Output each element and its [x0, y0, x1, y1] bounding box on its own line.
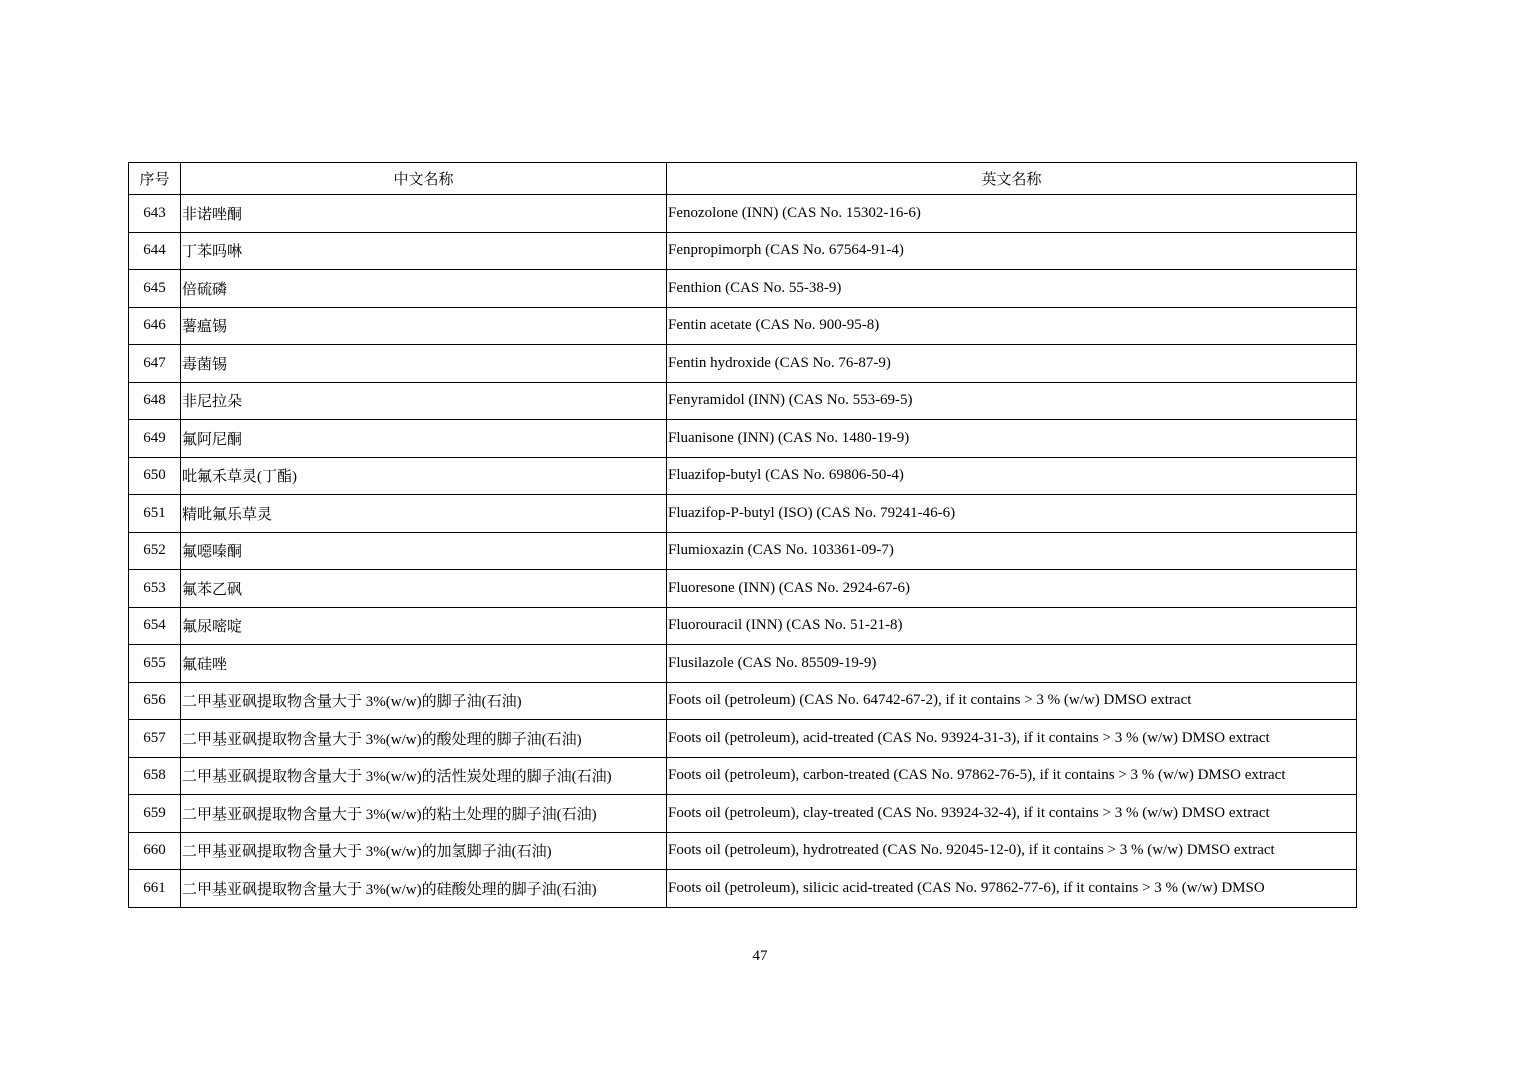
- table-row: [129, 645, 1357, 683]
- row-serial-number: 646: [129, 307, 181, 345]
- row-serial-number: 650: [129, 457, 181, 495]
- row-serial-number: 660: [129, 832, 181, 870]
- row-chinese-name: 氟噁嗪酮: [181, 532, 667, 570]
- row-english-name: Fluorouracil (INN) (CAS No. 51-21-8): [667, 607, 1357, 645]
- row-english-name: Foots oil (petroleum), hydrotreated (CAS No. 92045-12-0), if it contains > 3 % (w/w) DMSO extract: [667, 832, 1357, 870]
- table-row: [129, 345, 1357, 383]
- table-row: [129, 307, 1357, 345]
- row-chinese-name: 二甲基亚砜提取物含量大于 3%(w/w)的酸处理的脚子油(石油): [181, 720, 667, 758]
- row-english-name: Fluanisone (INN) (CAS No. 1480-19-9): [667, 420, 1357, 458]
- row-english-name: Foots oil (petroleum) (CAS No. 64742-67-2), if it contains > 3 % (w/w) DMSO extract: [667, 682, 1357, 720]
- row-english-name: Fluazifop-P-butyl (ISO) (CAS No. 79241-46-6): [667, 495, 1357, 533]
- row-chinese-name: 精吡氟乐草灵: [181, 495, 667, 533]
- row-serial-number: 655: [129, 645, 181, 683]
- row-serial-number: 659: [129, 795, 181, 833]
- row-english-name: Fenthion (CAS No. 55-38-9): [667, 270, 1357, 308]
- row-chinese-name: 非尼拉朵: [181, 382, 667, 420]
- header-chinese-name: 中文名称: [181, 163, 667, 195]
- row-serial-number: 657: [129, 720, 181, 758]
- row-chinese-name: 二甲基亚砜提取物含量大于 3%(w/w)的粘土处理的脚子油(石油): [181, 795, 667, 833]
- row-chinese-name: 二甲基亚砜提取物含量大于 3%(w/w)的脚子油(石油): [181, 682, 667, 720]
- header-serial-number: 序号: [129, 163, 181, 195]
- row-chinese-name: 毒菌锡: [181, 345, 667, 383]
- row-english-name: Flumioxazin (CAS No. 103361-09-7): [667, 532, 1357, 570]
- row-serial-number: 649: [129, 420, 181, 458]
- row-serial-number: 652: [129, 532, 181, 570]
- row-chinese-name: 氟尿嘧啶: [181, 607, 667, 645]
- row-chinese-name: 二甲基亚砜提取物含量大于 3%(w/w)的活性炭处理的脚子油(石油): [181, 757, 667, 795]
- row-english-name: Fentin hydroxide (CAS No. 76-87-9): [667, 345, 1357, 383]
- substance-table: [128, 162, 1357, 908]
- table-row: [129, 720, 1357, 758]
- row-english-name: Fluoresone (INN) (CAS No. 2924-67-6): [667, 570, 1357, 608]
- table-row: [129, 532, 1357, 570]
- page-number: 47: [752, 948, 768, 964]
- row-chinese-name: 薯瘟锡: [181, 307, 667, 345]
- row-english-name: Fenozolone (INN) (CAS No. 15302-16-6): [667, 195, 1357, 233]
- table-row: [129, 870, 1357, 908]
- table-row: [129, 270, 1357, 308]
- row-english-name: Fenyramidol (INN) (CAS No. 553-69-5): [667, 382, 1357, 420]
- row-english-name: Foots oil (petroleum), silicic acid-treated (CAS No. 97862-77-6), if it contains > 3 % (w/w) DMSO: [667, 870, 1357, 908]
- row-chinese-name: 二甲基亚砜提取物含量大于 3%(w/w)的加氢脚子油(石油): [181, 832, 667, 870]
- table-body: [129, 195, 1357, 908]
- row-chinese-name: 倍硫磷: [181, 270, 667, 308]
- row-serial-number: 643: [129, 195, 181, 233]
- table-row: [129, 570, 1357, 608]
- row-chinese-name: 非诺唑酮: [181, 195, 667, 233]
- substance-table-container: [128, 162, 1357, 908]
- table-row: [129, 832, 1357, 870]
- row-serial-number: 656: [129, 682, 181, 720]
- row-serial-number: 658: [129, 757, 181, 795]
- row-english-name: Flusilazole (CAS No. 85509-19-9): [667, 645, 1357, 683]
- table-row: [129, 232, 1357, 270]
- row-chinese-name: 丁苯吗啉: [181, 232, 667, 270]
- row-serial-number: 645: [129, 270, 181, 308]
- row-serial-number: 648: [129, 382, 181, 420]
- row-serial-number: 661: [129, 870, 181, 908]
- table-row: [129, 195, 1357, 233]
- table-row: [129, 607, 1357, 645]
- row-english-name: Foots oil (petroleum), clay-treated (CAS No. 93924-32-4), if it contains > 3 % (w/w) DMSO extract: [667, 795, 1357, 833]
- row-chinese-name: 氟硅唑: [181, 645, 667, 683]
- table-row: [129, 420, 1357, 458]
- row-serial-number: 644: [129, 232, 181, 270]
- table-row: [129, 495, 1357, 533]
- table-row: [129, 795, 1357, 833]
- row-chinese-name: 氟阿尼酮: [181, 420, 667, 458]
- table-row: [129, 757, 1357, 795]
- row-chinese-name: 吡氟禾草灵(丁酯): [181, 457, 667, 495]
- row-chinese-name: 氟苯乙砜: [181, 570, 667, 608]
- row-serial-number: 653: [129, 570, 181, 608]
- row-chinese-name: 二甲基亚砜提取物含量大于 3%(w/w)的硅酸处理的脚子油(石油): [181, 870, 667, 908]
- row-serial-number: 654: [129, 607, 181, 645]
- table-header-row: [129, 163, 1357, 195]
- row-serial-number: 647: [129, 345, 181, 383]
- table-row: [129, 457, 1357, 495]
- row-serial-number: 651: [129, 495, 181, 533]
- row-english-name: Fenpropimorph (CAS No. 67564-91-4): [667, 232, 1357, 270]
- row-english-name: Foots oil (petroleum), acid-treated (CAS No. 93924-31-3), if it contains > 3 % (w/w) DMSO extract: [667, 720, 1357, 758]
- row-english-name: Fentin acetate (CAS No. 900-95-8): [667, 307, 1357, 345]
- row-english-name: Foots oil (petroleum), carbon-treated (CAS No. 97862-76-5), if it contains > 3 % (w/w) DMSO extract: [667, 757, 1357, 795]
- table-row: [129, 382, 1357, 420]
- table-row: [129, 682, 1357, 720]
- header-english-name: 英文名称: [667, 163, 1357, 195]
- row-english-name: Fluazifop-butyl (CAS No. 69806-50-4): [667, 457, 1357, 495]
